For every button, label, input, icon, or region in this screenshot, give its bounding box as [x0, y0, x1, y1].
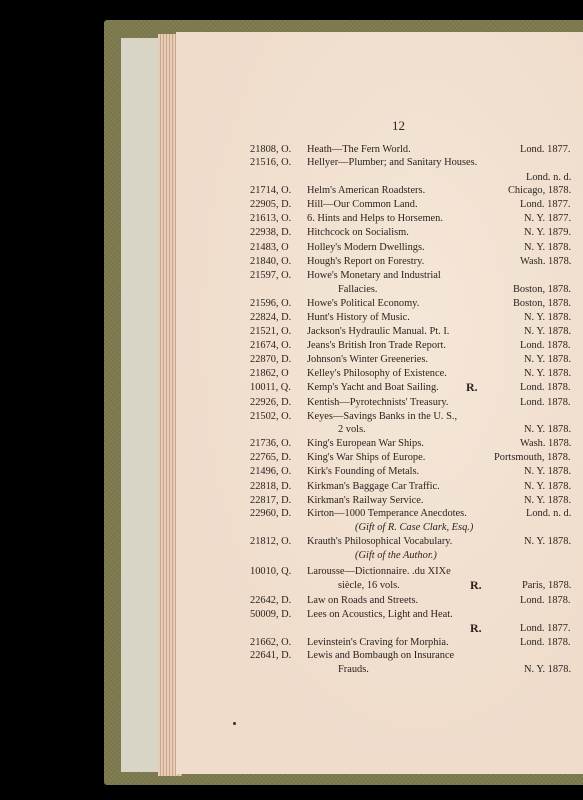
entry-title: Krauth's Philosophical Vocabulary.	[307, 536, 453, 547]
entry-title: King's War Ships of Europe.	[307, 452, 426, 463]
entry-title: Johnson's Winter Greeneries.	[307, 354, 429, 365]
entry-place-date: Lond. n. d.	[526, 172, 572, 183]
entry-place-date: N. Y. 1879.	[524, 227, 572, 238]
entry-title: Kelley's Philosophy of Existence.	[307, 368, 447, 379]
entry-call-number: 22960, D.	[250, 508, 292, 519]
entry-place-date: Wash. 1878.	[520, 438, 572, 449]
entry-place-date: Lond. 1877.	[520, 623, 571, 634]
entry-call-number: 21496, O.	[250, 466, 292, 477]
entry-title: Hunt's History of Music.	[307, 312, 410, 323]
entry-place-date: Paris, 1878.	[522, 580, 572, 591]
entry-call-number: 21808, O.	[250, 144, 292, 155]
entry-call-number: 22938, D.	[250, 227, 292, 238]
entry-title: 6. Hints and Helps to Horsemen.	[307, 213, 443, 224]
entry-title: (Gift of the Author.)	[355, 550, 437, 561]
entry-title: Hill—Our Common Land.	[307, 199, 418, 210]
entry-place-date: N. Y. 1878.	[524, 242, 572, 253]
entry-call-number: 21502, O.	[250, 411, 292, 422]
entry-place-date: Lond. 1878.	[520, 382, 571, 393]
entry-place-date: Lond. 1877.	[520, 144, 571, 155]
entry-place-date: Boston, 1878.	[513, 298, 572, 309]
entry-title: Levinstein's Craving for Morphia.	[307, 637, 449, 648]
entry-title: Jackson's Hydraulic Manual. Pt. I.	[307, 326, 450, 337]
entry-call-number: 21613, O.	[250, 213, 292, 224]
entry-title: Kemp's Yacht and Boat Sailing.	[307, 382, 439, 393]
entry-title: Keyes—Savings Banks in the U. S.,	[307, 411, 458, 422]
entry-call-number: 22817, D.	[250, 495, 292, 506]
entry-title: Howe's Monetary and Industrial	[307, 270, 441, 281]
entry-place-date: Lond. n. d.	[526, 508, 572, 519]
entry-place-date: Wash. 1878.	[520, 256, 572, 267]
entry-call-number: 21521, O.	[250, 326, 292, 337]
entry-place-date: Lond. 1878.	[520, 595, 571, 606]
entry-place-date: N. Y. 1878.	[524, 312, 572, 323]
entry-call-number: 21674, O.	[250, 340, 292, 351]
entry-call-number: 22926, D.	[250, 397, 292, 408]
entry-place-date: N. Y. 1878.	[524, 326, 572, 337]
entry-title: Kirk's Founding of Metals.	[307, 466, 420, 477]
entry-title: 2 vols.	[338, 424, 366, 435]
entry-call-number: 22905, D.	[250, 199, 292, 210]
entry-title: Holley's Modern Dwellings.	[307, 242, 425, 253]
entry-title: Law on Roads and Streets.	[307, 595, 419, 606]
entry-place-date: N. Y. 1878.	[524, 466, 572, 477]
entry-title: Hitchcock on Socialism.	[307, 227, 409, 238]
entry-call-number: 10010, Q.	[250, 566, 292, 577]
entry-call-number: 10011, Q.	[250, 382, 291, 393]
entry-place-date: Boston, 1878.	[513, 284, 572, 295]
entry-title: Howe's Political Economy.	[307, 298, 420, 309]
entry-title: Hough's Report on Forestry.	[307, 256, 425, 267]
entry-place-date: Lond. 1877.	[520, 199, 571, 210]
entry-title: Kirkman's Railway Service.	[307, 495, 424, 506]
entry-call-number: 21812, O.	[250, 536, 292, 547]
entry-title: Larousse—Dictionnaire. .du XIXe	[307, 566, 451, 577]
entry-call-number: 21483, O	[250, 242, 289, 253]
entry-title: (Gift of R. Case Clark, Esq.)	[355, 522, 474, 533]
entry-title: Fallacies.	[338, 284, 378, 295]
entry-place-date: N. Y. 1878.	[524, 354, 572, 365]
entry-place-date: N. Y. 1878.	[524, 481, 572, 492]
entry-place-date: Lond. 1878.	[520, 340, 571, 351]
entry-call-number: 21516, O.	[250, 157, 292, 168]
entry-place-date: Lond. 1878.	[520, 637, 571, 648]
entry-title: Hellyer—Plumber; and Sanitary Houses.	[307, 157, 478, 168]
entry-call-number: 21736, O.	[250, 438, 292, 449]
entry-call-number: 22870, D.	[250, 354, 292, 365]
entry-place-date: N. Y. 1878.	[524, 424, 572, 435]
entry-call-number: 22818, D.	[250, 481, 292, 492]
entry-call-number: 21662, O.	[250, 637, 292, 648]
entry-title: Lewis and Bombaugh on Insurance	[307, 650, 455, 661]
entry-call-number: 21840, O.	[250, 256, 292, 267]
entry-title: Helm's American Roadsters.	[307, 185, 426, 196]
ink-spot	[233, 722, 236, 725]
entry-place-date: N. Y. 1878.	[524, 664, 572, 675]
reference-mark: R.	[470, 621, 482, 635]
entry-place-date: N. Y. 1877.	[524, 213, 572, 224]
entry-call-number: 22765, D.	[250, 452, 292, 463]
entry-call-number: 22824, D.	[250, 312, 292, 323]
reference-mark: R.	[466, 380, 478, 394]
entry-title: Kentish—Pyrotechnists' Treasury.	[307, 397, 449, 408]
entry-call-number: 50009, D.	[250, 609, 292, 620]
entry-place-date: N. Y. 1878.	[524, 368, 572, 379]
entry-title: Lees on Acoustics, Light and Heat.	[307, 609, 453, 620]
entry-call-number: 21862, O	[250, 368, 289, 379]
entry-place-date: N. Y. 1878.	[524, 536, 572, 547]
page-number: 12	[392, 118, 405, 133]
entry-title: Jeans's British Iron Trade Report.	[307, 340, 446, 351]
entry-title: Heath—The Fern World.	[307, 144, 411, 155]
entry-title: Kirkman's Baggage Car Traffic.	[307, 481, 440, 492]
entry-place-date: N. Y. 1878.	[524, 495, 572, 506]
entry-title: Frauds.	[338, 664, 369, 675]
entry-call-number: 22641, D.	[250, 650, 292, 661]
entry-title: King's European War Ships.	[307, 438, 424, 449]
entry-call-number: 21714, O.	[250, 185, 292, 196]
entry-title: Kirton—1000 Temperance Anecdotes.	[307, 508, 467, 519]
entry-call-number: 22642, D.	[250, 595, 292, 606]
entry-place-date: Chicago, 1878.	[508, 185, 572, 196]
reference-mark: R.	[470, 578, 482, 592]
entry-place-date: Portsmouth, 1878.	[494, 452, 571, 463]
entry-call-number: 21596, O.	[250, 298, 292, 309]
entry-call-number: 21597, O.	[250, 270, 292, 281]
entry-title: siècle, 16 vols.	[338, 580, 400, 591]
entry-place-date: Lond. 1878.	[520, 397, 571, 408]
